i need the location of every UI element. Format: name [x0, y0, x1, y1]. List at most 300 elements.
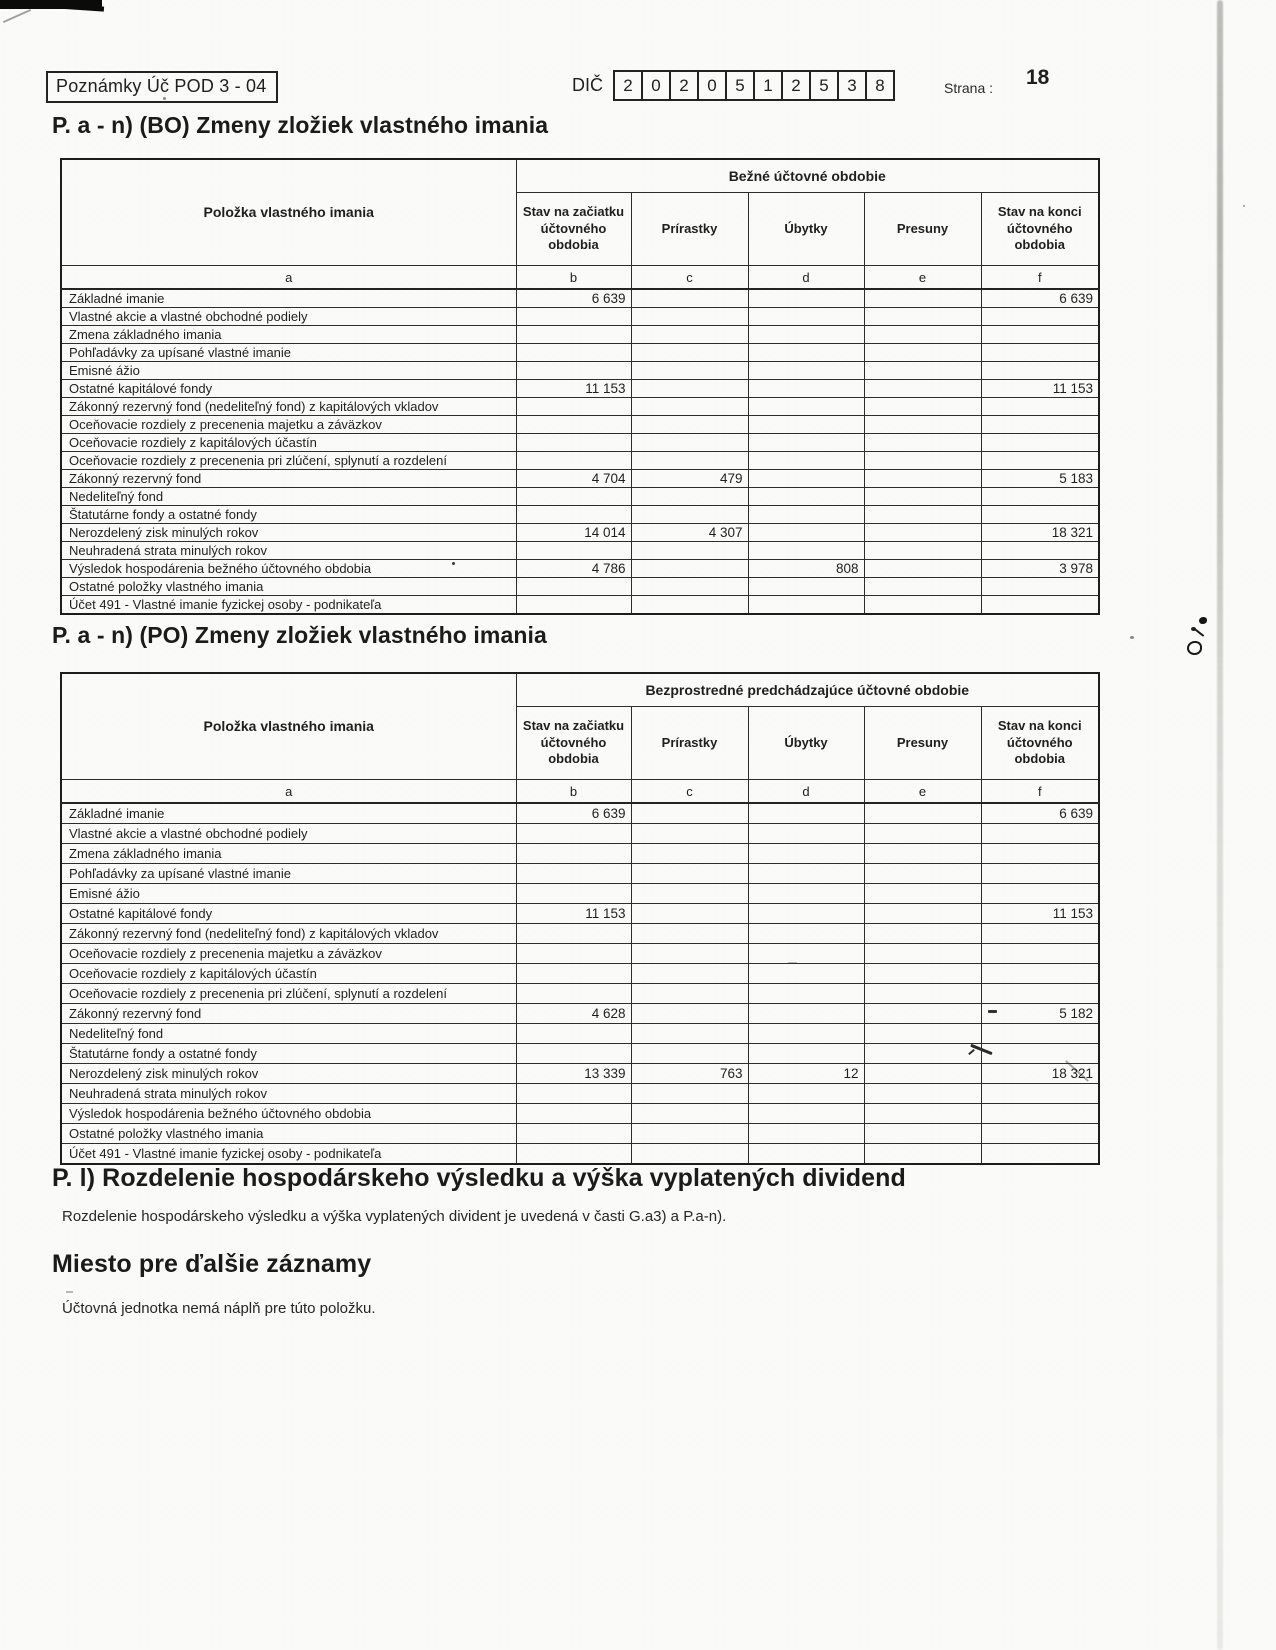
cell-b [516, 1024, 631, 1044]
column-letter: b [516, 780, 631, 804]
cell-e [864, 470, 981, 488]
column-letter: c [631, 780, 748, 804]
cell-c [631, 289, 748, 308]
row-label: Emisné ážio [61, 362, 516, 380]
column-letter: c [631, 266, 748, 290]
row-label: Nedeliteľný fond [61, 488, 516, 506]
table-row [61, 308, 1099, 326]
cell-c [631, 1084, 748, 1104]
table-row [61, 964, 1099, 984]
item-column-header: Položka vlastného imania [61, 159, 516, 266]
cell-d [748, 824, 864, 844]
pen-mark-stroke [1193, 627, 1204, 637]
cell-f [981, 1144, 1099, 1165]
row-label: Zákonný rezervný fond [61, 470, 516, 488]
column-letter: e [864, 266, 981, 290]
cell-e [864, 596, 981, 615]
table-row [61, 488, 1099, 506]
cell-b [516, 506, 631, 524]
cell-c [631, 844, 748, 864]
cell-b [516, 1044, 631, 1064]
cell-f: 6 639 [981, 289, 1099, 308]
row-label: Oceňovacie rozdiely z precenenia pri zlúčení, splynutí a rozdelení [61, 984, 516, 1004]
column-letter: e [864, 780, 981, 804]
table-row [61, 344, 1099, 362]
cell-b [516, 884, 631, 904]
row-label: Ostatné kapitálové fondy [61, 904, 516, 924]
equity-table-previous-period [60, 672, 1100, 1165]
cell-f: 6 639 [981, 803, 1099, 824]
cell-d [748, 924, 864, 944]
cell-c [631, 944, 748, 964]
row-label: Štatutárne fondy a ostatné fondy [61, 1044, 516, 1064]
row-label: Základné imanie [61, 289, 516, 308]
cell-e [864, 1084, 981, 1104]
cell-d [748, 964, 864, 984]
cell-b [516, 964, 631, 984]
section-title-additional-records: Miesto pre ďalšie záznamy [52, 1250, 372, 1278]
cell-d [748, 344, 864, 362]
cell-e [864, 803, 981, 824]
column-header: Prírastky [631, 707, 748, 780]
dic-digit: 1 [753, 70, 783, 101]
row-label: Zmena základného imania [61, 326, 516, 344]
page-label: Strana : [944, 80, 994, 96]
table-row [61, 824, 1099, 844]
cell-c [631, 864, 748, 884]
dic-digit: 2 [613, 70, 643, 101]
cell-c [631, 452, 748, 470]
table-row [61, 1084, 1099, 1104]
form-code-box [46, 71, 278, 103]
row-label: Účet 491 - Vlastné imanie fyzickej osoby - podnikateľa [61, 596, 516, 615]
pen-mark-blob [1199, 617, 1207, 624]
cell-f [981, 844, 1099, 864]
cell-c [631, 416, 748, 434]
cell-e [864, 380, 981, 398]
profit-distribution-text: Rozdelenie hospodárskeho výsledku a výška vyplatených divident je uvedená v časti G.a3) a P.a-n). [62, 1208, 727, 1225]
cell-b [516, 844, 631, 864]
cell-c [631, 506, 748, 524]
table-row [61, 1004, 1099, 1024]
table-row [61, 434, 1099, 452]
cell-e [864, 488, 981, 506]
table-row [61, 904, 1099, 924]
cell-e [864, 1044, 981, 1064]
table-row [61, 1124, 1099, 1144]
cell-e [864, 964, 981, 984]
row-label: Oceňovacie rozdiely z precenenia pri zlúčení, splynutí a rozdelení [61, 452, 516, 470]
cell-f [981, 416, 1099, 434]
cell-d [748, 380, 864, 398]
cell-f [981, 434, 1099, 452]
cell-d [748, 864, 864, 884]
column-header: Prírastky [631, 193, 748, 266]
cell-d [748, 434, 864, 452]
cell-e [864, 308, 981, 326]
cell-f [981, 1024, 1099, 1044]
column-letter: f [981, 780, 1099, 804]
cell-e [864, 924, 981, 944]
cell-d [748, 944, 864, 964]
cell-c: 4 307 [631, 524, 748, 542]
table-row [61, 944, 1099, 964]
cell-b: 4 786 [516, 560, 631, 578]
column-header: Presuny [864, 193, 981, 266]
cell-d [748, 488, 864, 506]
section-title-profit-distribution: P. l) Rozdelenie hospodárskeho výsledku a výška vyplatených dividend [52, 1164, 906, 1192]
cell-f [981, 1104, 1099, 1124]
cell-c [631, 1024, 748, 1044]
row-label: Vlastné akcie a vlastné obchodné podiely [61, 308, 516, 326]
cell-c [631, 542, 748, 560]
cell-e [864, 506, 981, 524]
cell-b: 4 704 [516, 470, 631, 488]
table-row [61, 844, 1099, 864]
cell-c [631, 1144, 748, 1165]
dic-digit: 0 [641, 70, 671, 101]
table-row [61, 1024, 1099, 1044]
column-letter: d [748, 780, 864, 804]
row-label: Výsledok hospodárenia bežného účtovného obdobia [61, 1104, 516, 1124]
cell-d [748, 452, 864, 470]
table-row [61, 362, 1099, 380]
cell-c [631, 924, 748, 944]
cell-f: 18 321 [981, 524, 1099, 542]
cell-f [981, 1044, 1099, 1064]
cell-b [516, 824, 631, 844]
table-row [61, 470, 1099, 488]
cell-d [748, 1004, 864, 1024]
cell-b [516, 1104, 631, 1124]
cell-f: 5 183 [981, 470, 1099, 488]
cell-d [748, 416, 864, 434]
cell-b [516, 344, 631, 362]
cell-d [748, 1084, 864, 1104]
table-row [61, 506, 1099, 524]
column-letter: f [981, 266, 1099, 290]
cell-b [516, 596, 631, 615]
cell-c [631, 380, 748, 398]
cell-f [981, 984, 1099, 1004]
cell-f [981, 506, 1099, 524]
cell-b [516, 864, 631, 884]
cell-e [864, 289, 981, 308]
cell-e [864, 416, 981, 434]
table-row [61, 864, 1099, 884]
cell-e [864, 1144, 981, 1165]
table-row [61, 1104, 1099, 1124]
cell-f: 3 978 [981, 560, 1099, 578]
cell-f [981, 452, 1099, 470]
table-row [61, 924, 1099, 944]
cell-c [631, 824, 748, 844]
cell-e [864, 398, 981, 416]
row-label: Nerozdelený zisk minulých rokov [61, 524, 516, 542]
cell-f [981, 308, 1099, 326]
table-row [61, 416, 1099, 434]
cell-b [516, 1084, 631, 1104]
cell-d [748, 506, 864, 524]
cell-b [516, 1144, 631, 1165]
column-header: Stav na konci účtovného obdobia [981, 193, 1099, 266]
row-label: Základné imanie [61, 803, 516, 824]
cell-f [981, 944, 1099, 964]
cell-d [748, 1104, 864, 1124]
dic-digit: 2 [781, 70, 811, 101]
cell-e [864, 344, 981, 362]
cell-e [864, 844, 981, 864]
cell-c: 763 [631, 1064, 748, 1084]
cell-e [864, 864, 981, 884]
cell-e [864, 824, 981, 844]
row-label: Ostatné položky vlastného imania [61, 578, 516, 596]
cell-f [981, 542, 1099, 560]
cell-b: 14 014 [516, 524, 631, 542]
table-row [61, 326, 1099, 344]
column-header: Stav na začiatku účtovného obdobia [516, 193, 631, 266]
cell-d [748, 308, 864, 326]
cell-d [748, 524, 864, 542]
cell-b [516, 308, 631, 326]
cell-e [864, 560, 981, 578]
table-row [61, 560, 1099, 578]
cell-f [981, 344, 1099, 362]
row-label: Neuhradená strata minulých rokov [61, 1084, 516, 1104]
additional-records-text: Účtovná jednotka nemá náplň pre túto položku. [62, 1300, 376, 1317]
cell-d: 12 [748, 1064, 864, 1084]
table-row [61, 380, 1099, 398]
row-label: Nedeliteľný fond [61, 1024, 516, 1044]
cell-c [631, 560, 748, 578]
cell-e [864, 1124, 981, 1144]
cell-f [981, 326, 1099, 344]
cell-e [864, 542, 981, 560]
cell-b: 11 153 [516, 904, 631, 924]
row-label: Zákonný rezervný fond (nedeliteľný fond) z kapitálových vkladov [61, 924, 516, 944]
cell-b [516, 398, 631, 416]
cell-b [516, 326, 631, 344]
cell-d [748, 398, 864, 416]
table-row [61, 1144, 1099, 1165]
cell-f [981, 398, 1099, 416]
cell-c [631, 488, 748, 506]
cell-f [981, 578, 1099, 596]
cell-d [748, 1124, 864, 1144]
column-letter: a [61, 266, 516, 290]
column-letter: d [748, 266, 864, 290]
dic-digit: 5 [809, 70, 839, 101]
period-header: Bežné účtovné obdobie [516, 159, 1099, 193]
row-label: Pohľadávky za upísané vlastné imanie [61, 864, 516, 884]
section-title-po: P. a - n) (PO) Zmeny zložiek vlastného imania [52, 622, 547, 648]
column-header: Presuny [864, 707, 981, 780]
cell-d [748, 326, 864, 344]
cell-d [748, 542, 864, 560]
cell-c [631, 1124, 748, 1144]
column-header: Úbytky [748, 193, 864, 266]
cell-f [981, 1084, 1099, 1104]
cell-e [864, 904, 981, 924]
cell-d [748, 362, 864, 380]
scan-artifact-edge-streak [1217, 0, 1223, 1650]
cell-c [631, 884, 748, 904]
column-letter: a [61, 780, 516, 804]
dic-digit: 5 [725, 70, 755, 101]
cell-c [631, 1004, 748, 1024]
cell-b [516, 944, 631, 964]
cell-d [748, 844, 864, 864]
dic-digit-boxes [613, 70, 895, 101]
cell-b [516, 452, 631, 470]
cell-d [748, 884, 864, 904]
row-label: Oceňovacie rozdiely z precenenia majetku a záväzkov [61, 944, 516, 964]
cell-e [864, 326, 981, 344]
table-row [61, 884, 1099, 904]
cell-f: 11 153 [981, 904, 1099, 924]
table-row [61, 289, 1099, 308]
row-label: Vlastné akcie a vlastné obchodné podiely [61, 824, 516, 844]
cell-b [516, 984, 631, 1004]
cell-f [981, 884, 1099, 904]
dic-digit: 0 [697, 70, 727, 101]
dic-digit: 8 [865, 70, 895, 101]
row-label: Účet 491 - Vlastné imanie fyzickej osoby - podnikateľa [61, 1144, 516, 1165]
equity-table-current-period [60, 158, 1100, 615]
cell-f [981, 362, 1099, 380]
row-label: Neuhradená strata minulých rokov [61, 542, 516, 560]
table-row [61, 452, 1099, 470]
table-row [61, 803, 1099, 824]
row-label: Oceňovacie rozdiely z kapitálových účastín [61, 964, 516, 984]
column-header: Úbytky [748, 707, 864, 780]
cell-b [516, 416, 631, 434]
table-row [61, 984, 1099, 1004]
row-label: Nerozdelený zisk minulých rokov [61, 1064, 516, 1084]
table-row [61, 524, 1099, 542]
cell-e [864, 984, 981, 1004]
cell-b [516, 362, 631, 380]
cell-f [981, 964, 1099, 984]
cell-f [981, 596, 1099, 615]
cell-f [981, 1124, 1099, 1144]
cell-e [864, 578, 981, 596]
cell-b: 13 339 [516, 1064, 631, 1084]
pen-mark-speck [1130, 636, 1134, 639]
row-label: Pohľadávky za upísané vlastné imanie [61, 344, 516, 362]
row-label: Zákonný rezervný fond (nedeliteľný fond) z kapitálových vkladov [61, 398, 516, 416]
table-row [61, 578, 1099, 596]
cell-f [981, 864, 1099, 884]
cell-b: 6 639 [516, 803, 631, 824]
table-row [61, 398, 1099, 416]
equity-table [60, 672, 1100, 1165]
column-header: Stav na začiatku účtovného obdobia [516, 707, 631, 780]
row-label: Oceňovacie rozdiely z kapitálových účastín [61, 434, 516, 452]
pen-mark-circle [1187, 641, 1202, 655]
form-code-label: Poznámky Úč POD 3 - 04 [56, 76, 267, 96]
cell-b [516, 488, 631, 506]
row-label: Výsledok hospodárenia bežného účtovného obdobia [61, 560, 516, 578]
cell-e [864, 1004, 981, 1024]
row-label: Oceňovacie rozdiely z precenenia majetku a záväzkov [61, 416, 516, 434]
cell-c [631, 308, 748, 326]
cell-d [748, 578, 864, 596]
cell-d [748, 470, 864, 488]
item-column-header: Položka vlastného imania [61, 673, 516, 780]
cell-e [864, 884, 981, 904]
row-label: Emisné ážio [61, 884, 516, 904]
cell-c [631, 964, 748, 984]
cell-d [748, 1044, 864, 1064]
cell-e [864, 434, 981, 452]
cell-c [631, 398, 748, 416]
cell-e [864, 362, 981, 380]
cell-f [981, 824, 1099, 844]
table-row [61, 542, 1099, 560]
period-header: Bezprostredné predchádzajúce účtovné obdobie [516, 673, 1099, 707]
cell-d [748, 1024, 864, 1044]
dic-digit: 2 [669, 70, 699, 101]
cell-b [516, 434, 631, 452]
cell-c [631, 434, 748, 452]
cell-b: 6 639 [516, 289, 631, 308]
cell-e [864, 1024, 981, 1044]
cell-d [748, 596, 864, 615]
cell-e [864, 1064, 981, 1084]
table-row [61, 596, 1099, 615]
cell-c [631, 1104, 748, 1124]
cell-d [748, 1144, 864, 1165]
cell-e [864, 1104, 981, 1124]
cell-e [864, 452, 981, 470]
table-row [61, 1064, 1099, 1084]
cell-b: 4 628 [516, 1004, 631, 1024]
row-label: Zákonný rezervný fond [61, 1004, 516, 1024]
column-letter: b [516, 266, 631, 290]
cell-e [864, 524, 981, 542]
cell-c [631, 344, 748, 362]
cell-d [748, 984, 864, 1004]
scan-speck [1243, 205, 1245, 207]
cell-c [631, 362, 748, 380]
cell-c [631, 904, 748, 924]
cell-b [516, 1124, 631, 1144]
cell-f [981, 488, 1099, 506]
dic-digit: 3 [837, 70, 867, 101]
row-label: Štatutárne fondy a ostatné fondy [61, 506, 516, 524]
cell-c [631, 803, 748, 824]
table-row [61, 1044, 1099, 1064]
page-number: 18 [1026, 66, 1050, 89]
cell-d: 808 [748, 560, 864, 578]
cell-f: 18 321 [981, 1064, 1099, 1084]
row-label: Ostatné kapitálové fondy [61, 380, 516, 398]
cell-c [631, 596, 748, 615]
section-title-bo: P. a - n) (BO) Zmeny zložiek vlastného imania [52, 112, 549, 138]
cell-c [631, 984, 748, 1004]
row-label: Ostatné položky vlastného imania [61, 1124, 516, 1144]
column-header: Stav na konci účtovného obdobia [981, 707, 1099, 780]
cell-c [631, 326, 748, 344]
cell-b [516, 924, 631, 944]
cell-b [516, 578, 631, 596]
cell-c [631, 578, 748, 596]
dic-label: DIČ [572, 75, 603, 95]
cell-f: 5 182 [981, 1004, 1099, 1024]
scan-artifact-corner-scratch [3, 9, 31, 23]
cell-d [748, 803, 864, 824]
